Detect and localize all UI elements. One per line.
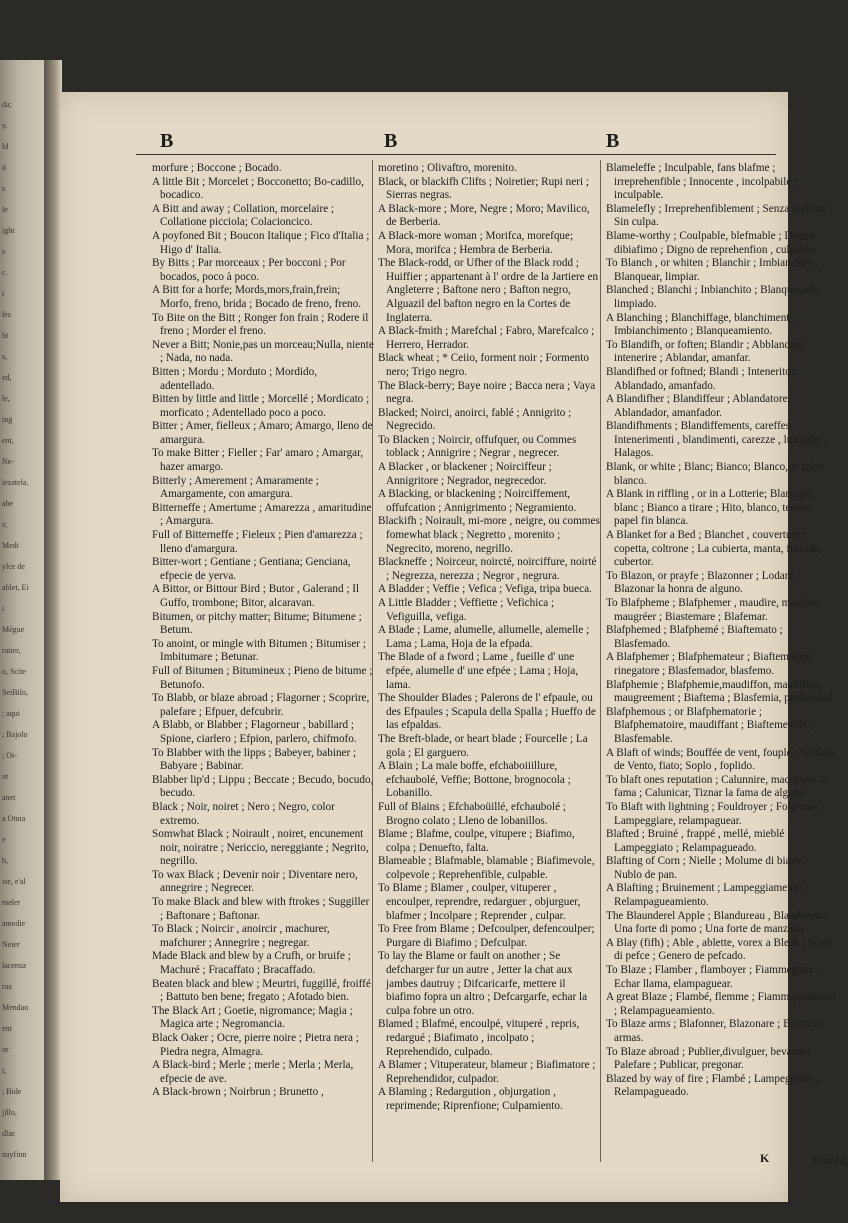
left-page-fragment: jillo, <box>2 1108 17 1117</box>
column-separator <box>600 160 601 1162</box>
left-page-fragment: o, Scite <box>2 667 26 676</box>
left-page-fragment: e <box>2 835 6 844</box>
header-letter-3: B <box>606 130 620 152</box>
dictionary-entry: Bitter ; Amer, fielleux ; Amaro; Amargo, lleno de amargura. <box>152 420 373 446</box>
dictionary-entry: To Blazon, or prayfe ; Blazonner ; Lodare ; Blazonar la honra de alguno. <box>606 569 800 596</box>
dictionary-entry: Blameleffe ; Inculpable, fans blafme ; irreprehenfible ; Innocente , incolpabile ; inculpable. <box>606 162 798 202</box>
dictionary-entry: To Blaze ; Flamber , flamboyer ; Fiammegiare ; Echar llama, elampaguear. <box>606 964 820 990</box>
left-page-fragment: b, <box>2 856 8 865</box>
dictionary-entry: Blanched ; Blanchi ; Inbianchito ; Blanquecado, limpiado. <box>606 284 822 310</box>
dictionary-entry: Bitterly ; Amerement ; Amaramente ; Amargamente, con amargura. <box>152 474 319 501</box>
dictionary-entry: Black, or blackifh Clifts ; Noiretier; Rupi neri ; Sierras negras. <box>378 175 589 202</box>
left-page-fragment: ablet, Ei <box>2 583 29 592</box>
left-page-fragment: or <box>2 1045 9 1054</box>
left-page-fragment: Medi <box>2 541 19 550</box>
dictionary-entry: To Blaft with lightning ; Fouldroyer ; Folgorare ; Lampeggiare, relampaguear. <box>606 800 826 827</box>
left-page-fragment: i <box>2 604 5 613</box>
dictionary-entry: A Blaft of winds; Bouffée de vent, fouple ; Soffiata de Vento, fiato; Soplo , foplido. <box>606 746 836 773</box>
dictionary-entry: To wax Black ; Devenir noir ; Diventare nero, annegrire ; Negrecer. <box>152 868 358 895</box>
dictionary-entry: A Blanching ; Blanchiffage, blanchiment ; Imbianchimento ; Blanqueamiento. <box>606 311 796 338</box>
dictionary-entry: The Black-rodd, or Ufher of the Black rodd ; Huiffier ; appartenant à l' ordre de la Jartiere en Angleterre ; Baftone nero ; Bafton negro, Alguazil del bafton negro en la Cortes de Inglaterra. <box>378 257 599 324</box>
left-page-fragment: ld <box>2 142 9 151</box>
left-page-fragment: ight <box>2 226 15 235</box>
left-page-fragment: ent, <box>2 436 14 445</box>
dictionary-entry: To make Black and blew with ftrokes ; Suggiller ; Baftonare ; Baftonar. <box>152 896 370 922</box>
dictionary-entry: To Blanch , or whiten ; Blanchir ; Imbianchire ; Blanquear, limpiar. <box>606 257 819 283</box>
dictionary-entry: To Black ; Noircir , anoircir , machurer, mafchurer ; Annegrire ; negregar. <box>152 923 330 949</box>
dictionary-entry: Blandifhed or foftned; Blandi ; Intenerito; Ablandado, amanfado. <box>606 365 794 392</box>
dictionary-entry: Beaten black and blew ; Meurtri, fuggillé, froiffé ; Battuto ben bene; fregato ; Afotado bien. <box>152 977 371 1004</box>
dictionary-entry: A Black-more woman ; Morifca, morefque; Mora, morifca ; Hembra de Berberia. <box>378 229 574 256</box>
left-page-fragment: s; <box>2 520 8 529</box>
dictionary-entry: A Blafting ; Bruinement ; Lampeggiamento ; Relampagueamiento. <box>606 882 808 909</box>
catchword: Blazed, <box>812 1153 848 1167</box>
left-page-fragment: s <box>2 247 6 256</box>
dictionary-entry: moretino ; Olivaftro, morenito. <box>378 162 517 174</box>
dictionary-entry: To Blabb, or blaze abroad ; Flagorner ; Scoprire, palefare ; Efpuer, defcubrir. <box>152 692 370 718</box>
dictionary-entry: To Free from Blame ; Defcoulper, defencoulper; Purgare di Biafimo ; Defculpar. <box>378 923 595 949</box>
dictionary-entry: A Blanket for a Bed ; Blanchet , couverture ; copetta, coltrone ; La cubierta, manta, frazada, cubertor. <box>606 529 823 569</box>
dictionary-entry: Blandifhments ; Blandiffements, careffes; Intenerimenti , blandimenti, carezze , lufinghe ; Halagos. <box>606 420 827 460</box>
left-page-fragment: dlac <box>2 1129 16 1138</box>
left-page-fragment: ; aqui <box>2 709 20 718</box>
left-page-fragment: t <box>2 289 5 298</box>
dictionary-entry: Black wheat ; * Ceiio, forment noir ; Formento nero; Trigo negro. <box>378 352 589 378</box>
dictionary-entry: Blamelefly ; Irreprehenfiblement ; Senza biafimo ; Sin culpa. <box>606 202 833 229</box>
dictionary-entry: A Blacker , or blackener ; Noirciffeur ; Annigritore ; Negrador, negrecedor. <box>378 461 552 487</box>
dictionary-entry: To lay the Blame or fault on another ; Se defcharger fur un autre , Jetter la chat aux jambes dautruy ; Difcaricarfe, mettere il biafimo fopra un altro ; Defcargarfe, echar la culpa fobre un otro. <box>378 950 588 1017</box>
left-page-fragment: i, <box>2 1066 7 1075</box>
dictionary-entry: The Blaunderel Apple ; Blandureau , Blandurell ; Una forte di pomo ; Una forte de manzana. <box>606 909 827 936</box>
left-page-fragment: amedie <box>2 919 26 928</box>
left-page-fragment: nt <box>2 772 9 781</box>
dictionary-entry: Bitten by little and little ; Morcellé ; Mordicato ; morficato ; Adentellado poco a poco. <box>152 393 370 419</box>
left-page-fragment: ent <box>2 1024 12 1033</box>
dictionary-entry: To Blame ; Blamer , coulper, vituperer , encoulper, reprendre, redarguer , objurguer, blafmer ; Incolpare ; Reprender , culpar. <box>378 882 581 922</box>
dictionary-entry: The Shoulder Blades ; Palerons de l' efpaule, ou des Efpaules ; Scapula della Spalla ; Hueffo de las efpaldas. <box>378 692 596 732</box>
left-page-fragment: ; Oi- <box>2 751 17 760</box>
dictionary-entry: A Blade ; Lame, alumelle, allumelle, alemelle ; Lama ; Lama, Hoja de la efpada. <box>378 624 590 650</box>
dictionary-entry: A Blaming ; Redargution , objurgation , reprimende; Riprenfione; Culpamiento. <box>378 1086 563 1112</box>
dictionary-entry: A Bladder ; Veffie ; Vefica ; Vefiga, tripa bueca. <box>378 583 592 596</box>
dictionary-entry: Blafphemed ; Blafphemé ; Biaftemato ; Blasfemado. <box>606 624 783 650</box>
left-page-fragment: lacenuz <box>2 961 27 970</box>
dictionary-entry: To Blaze abroad ; Publier,divulguer, bevander ; Palefare ; Publicar, pregonar. <box>606 1045 818 1072</box>
dictionary-entry: A Bittor, or Bittour Bird ; Butor , Galerand ; Il Guffo, trombone; Bitor, alcaravan. <box>152 583 360 609</box>
dictionary-entry: A great Blaze ; Flambé, flemme ; Fiammegiamento ; Relampagueamiento. <box>606 991 836 1017</box>
left-page-fragment: le <box>2 205 8 214</box>
column-3 <box>606 162 836 1100</box>
dictionary-entry: Made Black and blew by a Crufh, or bruife ; Machuré ; Fracaffato ; Bracaffado. <box>152 950 351 977</box>
column-1 <box>152 162 374 1100</box>
running-header <box>160 130 788 150</box>
left-page-fragment: ; Bide <box>2 1087 22 1096</box>
dictionary-entry: Full of Bitumen ; Bitumineux ; Pieno de bitume ; Betunofo. <box>152 664 373 691</box>
left-page-fragment: ; Bajolo <box>2 730 28 739</box>
left-page-fragment: meler <box>2 898 21 907</box>
dictionary-entry: Bitterneffe ; Amertume ; Amarezza , amaritudine ; Amargura. <box>152 501 372 528</box>
dictionary-entry: Bitter-wort ; Gentiane ; Gentiana; Genciana, efpecie de yerva. <box>152 556 351 582</box>
dictionary-entry: A Black-brown ; Noirbrun ; Brunetto , <box>152 1086 324 1099</box>
dictionary-entry: Blabber lip'd ; Lippu ; Beccate ; Becudo, bocudo, becudo. <box>152 773 374 800</box>
left-page-fragment: ht <box>2 331 9 340</box>
dictionary-entry: Blameable ; Blafmable, blamable ; Biafimevole, colpevole ; Reprehenfible, culpable. <box>378 855 595 881</box>
dictionary-entry: Blafting of Corn ; Nielle ; Molume di biave ; Nublo de pan. <box>606 855 808 881</box>
dictionary-entry: A Little Bladder ; Veffiette ; Vefichica ; Vefiguilla, vefiga. <box>378 597 555 623</box>
left-page-fragment: a Otnia <box>2 814 26 823</box>
dictionary-entry: Full of Bitterneffe ; Fieleux ; Pien d'amarezza ; lleno d'amargura. <box>152 529 363 555</box>
dictionary-entry: To make Bitter ; Fieller ; Far' amaro ; Amargar, hazer amargo. <box>152 447 364 474</box>
signature-mark: K <box>760 1151 770 1165</box>
column-2 <box>378 162 600 1114</box>
dictionary-entry: A Bitt and away ; Collation, morcelaire ; Collatione picciola; Colacioncico. <box>152 202 335 229</box>
left-page-fragment: s, <box>2 352 8 361</box>
dictionary-entry: Blame ; Blafme, coulpe, vitupere ; Biafimo, colpa ; Denuefto, falta. <box>378 828 575 854</box>
header-letter-1: B <box>160 130 174 152</box>
left-page-fragment: Mégue <box>2 625 25 634</box>
left-page-fragment: nayfinn <box>2 1150 27 1159</box>
dictionary-entry: A Blacking, or blackening ; Noirciffement, offufcation ; Annigrimento ; Negramiento. <box>378 488 577 514</box>
dictionary-entry: A Blank in riffling , or in a Lotterie; Blancque, blanc ; Bianco a tirare ; Hito, blanco, terrero, papel fin blanca. <box>606 488 815 528</box>
left-page-fragment: da; <box>2 100 12 109</box>
dictionary-entry: Full of Blains ; Efchaboüillé, efchaubolé ; Brogno colato ; Lleno de lobanillos. <box>378 800 566 827</box>
left-page-fragment: abe <box>2 499 14 508</box>
header-rule <box>136 154 776 155</box>
dictionary-entry: To Blabber with the lipps ; Babeyer, babiner ; Babyare ; Babinar. <box>152 746 357 773</box>
dictionary-entry: The Breft-blade, or heart blade ; Fourcelle ; La gola ; El garguero. <box>378 732 588 759</box>
dictionary-entry: A Bitt for a horfe; Mords,mors,frain,frein; Morfo, freno, brida ; Bocado de freno, freno. <box>152 284 361 310</box>
dictionary-entry: Blafted ; Bruiné , frappé , mellé, mieblé ; Lampeggiato ; Relampagueado. <box>606 828 791 854</box>
dictionary-entry: Somwhat Black ; Noirault , noiret, encunement noir, noiratre ; Nericcio, nereggiante ; Negrito, negrillo. <box>152 828 369 868</box>
dictionary-entry: The Black-berry; Baye noire ; Bacca nera ; Vaya negra. <box>378 379 596 406</box>
left-page-fragment: c. <box>2 268 8 277</box>
dictionary-entry: To Blaze arms ; Blafonner, Blazonare ; Blazonar armas. <box>606 1018 824 1044</box>
dictionary-entry: Blackneffe ; Noirceur, noircté, noirciffure, noirté ; Negrezza, nerezza ; Negror , negrura. <box>378 556 597 582</box>
dictionary-entry: Blacked; Noirci, anoirci, fablé ; Annigrito ; Negrecido. <box>378 406 572 433</box>
dictionary-entry: A Blay (fifh) ; Able , ablette, vorex a Bleak ; Sorte di pefce ; Genero de pefcado. <box>606 936 832 963</box>
dictionary-entry: Bitten ; Mordu ; Morduto ; Mordido, adentellado. <box>152 365 318 392</box>
dictionary-entry: Blafphemie ; Blafphemie,maudiffon, maudiffon, maugreement ; Biaftema ; Blasfemia, profanidad. <box>606 678 836 705</box>
dictionary-entry: morfure ; Boccone ; Bocado. <box>152 162 282 174</box>
left-page-fragment: ed, <box>2 373 12 382</box>
left-page-fragment: iezatela. <box>2 478 29 487</box>
dictionary-entry: A little Bit ; Morcelet ; Bocconetto; Bo-cadillo, bocadico. <box>152 175 364 202</box>
left-page-fragment: ii <box>2 163 7 172</box>
dictionary-entry: A Blafphemer ; Blafphemateur ; Biaftematore, rinegatore ; Blasfemador, blasfemo. <box>606 651 815 677</box>
dictionary-entry: To Bite on the Bitt ; Ronger fon frain ; Rodere il freno ; Morder el freno. <box>152 311 369 338</box>
dictionary-entry: To Blacken ; Noircir, offufquer, ou Commes toblack ; Annigrire ; Negrar , negrecer. <box>378 433 577 460</box>
dictionary-entry: To Blandifh, or foften; Blandir ; Abblandare, intenerire ; Ablandar, amanfar. <box>606 338 807 365</box>
dictionary-entry: To blaft ones reputation ; Calunnire, macchiare la fama ; Calunicar, Tiznar la fama de alguno. <box>606 773 828 800</box>
dictionary-entry: Black Oaker ; Ocre, pierre noire ; Pietra nera ; Piedra negra, Almagra. <box>152 1032 359 1058</box>
dictionary-entry: A poyfoned Bit ; Boucon Italique ; Fico d'Italia ; Higo d' Italia. <box>152 229 370 256</box>
dictionary-entry: A Blandifher ; Blandiffeur ; Ablandatore; Ablandador, amanfador. <box>606 393 791 419</box>
dictionary-entry: A Black-bird ; Merle ; merle ; Merla ; Merla, efpecie de ave. <box>152 1059 354 1085</box>
left-page-fragment: le, <box>2 394 10 403</box>
header-letter-2: B <box>384 130 398 152</box>
dictionary-entry: The Blade of a fword ; Lame , fueille d' une efpée, alumelle d' une efpée ; Lama ; Hoja, lama. <box>378 651 579 691</box>
left-page-fragment: s <box>2 184 6 193</box>
dictionary-entry: To Blafpheme ; Blafphemer , maudire, maudire, maugréer ; Biastemare ; Blafemar. <box>606 597 822 623</box>
left-page-fragment: raa <box>2 982 12 991</box>
left-page-fragment: y. <box>2 121 8 130</box>
dictionary-entry: A Blamer ; Vituperateur, blameur ; Biafimatore ; Reprehendidor, culpador. <box>378 1059 596 1085</box>
dictionary-entry: Black ; Noir, noiret ; Nero ; Negro, color extremo. <box>152 800 335 827</box>
dictionary-entry: Never a Bitt; Nonie,pas un morceau;Nulla, niente ; Nada, no nada. <box>152 338 374 365</box>
dictionary-entry: A Blabb, or Blabber ; Flagorneur , babillard ; Spione, ciarlero ; Efpion, parlero, chifmofo. <box>152 719 357 745</box>
left-page-fragment: ing <box>2 415 13 424</box>
left-page-fragment: Mendan <box>2 1003 29 1012</box>
dictionary-entry: A Black-more ; More, Negre ; Moro; Mavilico, de Berberia. <box>378 202 590 229</box>
left-page-fragment: ylce de <box>2 562 25 571</box>
dictionary-entry: Blazed by way of fire ; Flambé ; Lampeggiato ; Relampagueado. <box>606 1072 819 1099</box>
left-page-fragment: SeiBilo, <box>2 688 29 697</box>
dictionary-entry: A Black-fmith ; Marefchal ; Fabro, Marefcalco ; Herrero, Herrador. <box>378 325 595 351</box>
dictionary-entry: Blackifh ; Noirault, mi-more , neigre, ou commes fomewhat black ; Negretto , morenito ; Negrecito, moreno, negrillo. <box>378 515 600 555</box>
dictionary-page <box>60 92 848 1202</box>
dictionary-entry: Blamed ; Blafmé, encoulpé, vituperé , repris, redargué ; Biafimato , incolpato ; Reprehendido, culpado. <box>378 1018 580 1058</box>
left-page-fragment: sie, e'al <box>2 877 26 886</box>
left-page-fragment: Ne- <box>2 457 14 466</box>
left-page-fragment: Neier <box>2 940 20 949</box>
left-page-fragment: les <box>2 310 11 319</box>
dictionary-entry: Bitumen, or pitchy matter; Bitume; Bitumene ; Betum. <box>152 610 362 637</box>
left-page-fragment: ratier, <box>2 646 21 655</box>
dictionary-entry: The Black Art ; Goetie, nigromance; Magia ; Magica arte ; Negromancia. <box>152 1004 353 1031</box>
adjacent-page-edge <box>0 60 44 1180</box>
dictionary-entry: Blame-worthy ; Coulpable, blefmable ; Degno dibiafimo ; Digno de reprehenfion , culpable. <box>606 229 817 256</box>
left-page-fragment: anet <box>2 793 16 802</box>
dictionary-entry: By Bitts ; Par morceaux ; Per bocconi ; Por bocados, poco à poco. <box>152 257 346 283</box>
dictionary-entry: Blank, or white ; Blanc; Bianco; Blanco,de color blanco. <box>606 461 825 487</box>
dictionary-entry: A Blain ; La male boffe, efchaboiiillure, efchaubolé, Veffie; Bottone, brognocola ; Lobanillo. <box>378 760 571 800</box>
dictionary-entry: To anoint, or mingle with Bitumen ; Bitumiser ; Imbitumare ; Betunar. <box>152 637 366 664</box>
dictionary-entry: Blafphemous ; or Blafphematorie ; Blafphematoire, maudiffant ; Biaftemevole ; Blasfemable. <box>606 705 813 745</box>
